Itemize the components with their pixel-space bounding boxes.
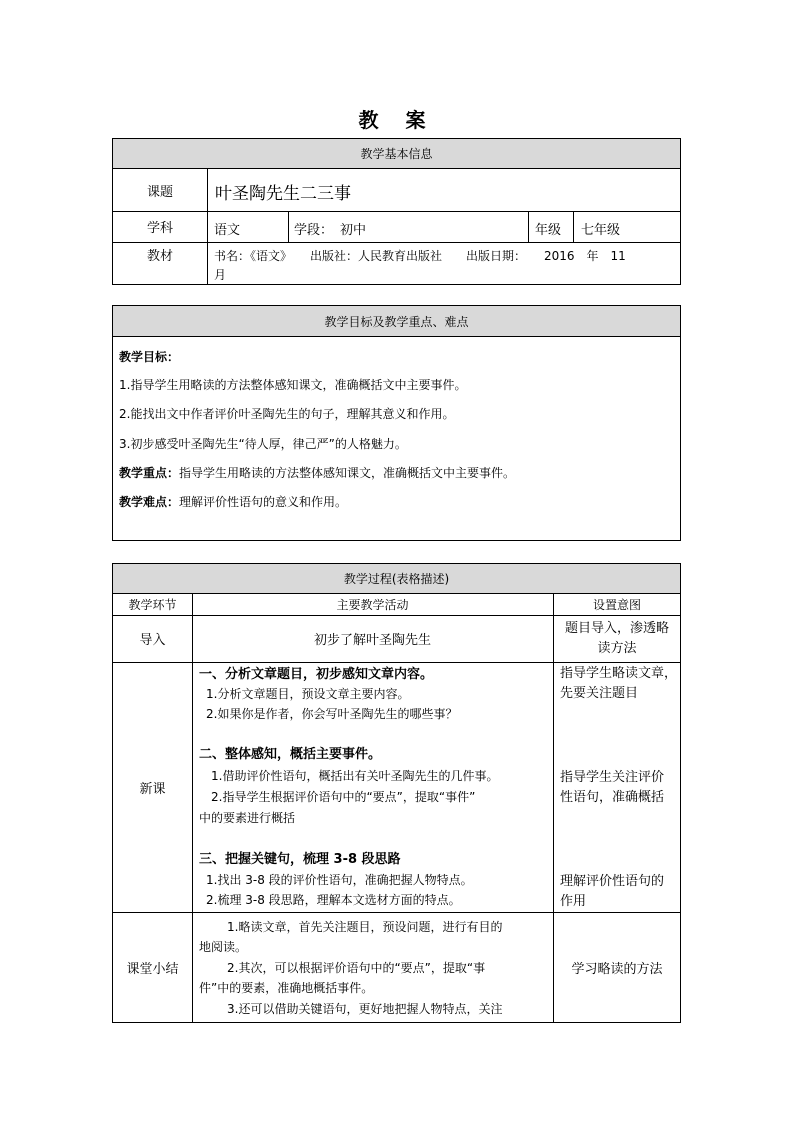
key-point-label: 教学重点： [119, 466, 180, 480]
topic-value: 叶圣陶先生二三事 [215, 184, 351, 204]
material-line-1: 书名：《语文》 出版社：人民教育出版社 出版日期： 2016 年 11 [214, 249, 626, 263]
intro-intent-line-1: 题目导入，渗透略 [564, 621, 669, 636]
summary-line-2a: 2.其次，可以根据评价语句中的“要点”，提取“事 [227, 961, 486, 975]
key-point-text: 指导学生用略读的方法整体感知课文，准确概括文中主要事件。 [179, 466, 516, 480]
material-label: 教材 [146, 248, 173, 264]
col-stage-header: 教学环节 [128, 598, 177, 612]
new-intent-3b: 作用 [560, 894, 587, 909]
teaching-process-table [112, 563, 681, 1023]
section-2-item-2b: 中的要素进行概括 [199, 811, 296, 825]
section-1-item-2: 2.如果你是作者，你会写叶圣陶先生的哪些事？ [206, 707, 458, 721]
grade-label: 年级 [535, 223, 562, 238]
intro-intent [553, 619, 681, 659]
summary-line-2b: 件”中的要素，准确地概括事件。 [199, 981, 374, 995]
intro-activity: 初步了解叶圣陶先生 [313, 633, 431, 648]
new-intent-2b: 性语句，准确概括 [560, 790, 665, 805]
document-title: 教 案 [358, 108, 436, 132]
section-3-item-2: 2.梳理 3-8 段思路，理解本文选材方面的特点。 [206, 893, 461, 907]
intro-stage: 导入 [139, 633, 166, 648]
new-intent-2a: 指导学生关注评价 [560, 770, 665, 785]
teaching-process-header: 教学过程(表格描述) [113, 564, 680, 594]
stage-label: 学段： [294, 223, 334, 238]
teaching-goals-table [112, 305, 681, 541]
difficult-point-label: 教学难点： [119, 495, 180, 509]
col-activity-header: 主要教学活动 [336, 598, 409, 612]
key-point [119, 465, 674, 481]
col-intent-header: 设置意图 [592, 598, 641, 612]
section-2-item-2a: 2.指导学生根据评价语句中的“要点”，提取“事件” [211, 790, 476, 804]
new-intent-1b: 先要关注题目 [560, 686, 639, 701]
basic-info-table [112, 138, 681, 285]
new-intent-1a: 指导学生略读文章， [560, 666, 678, 681]
subject-value: 语文 [214, 223, 241, 238]
summary-intent: 学习略读的方法 [571, 962, 663, 977]
new-intent-3a: 理解评价性语句的 [560, 874, 665, 889]
summary-activity [199, 912, 551, 1023]
basic-info-header: 教学基本信息 [113, 139, 680, 169]
stage-value: 初中 [340, 223, 367, 238]
section-2-heading: 二、整体感知，概括主要事件。 [199, 747, 382, 762]
summary-line-1b: 地阅读。 [199, 940, 248, 954]
new-lesson-activity [199, 662, 551, 912]
intro-intent-line-2: 读方法 [597, 641, 637, 656]
material-line-2: 月 [214, 268, 227, 282]
goal-item-3: 3.初步感受叶圣陶先生“待人厚，律己严”的人格魅力。 [119, 437, 407, 451]
section-1-heading: 一、分析文章题目，初步感知文章内容。 [199, 667, 434, 682]
goal-item-1: 1.指导学生用略读的方法整体感知课文，准确概括文中主要事件。 [119, 378, 467, 392]
new-lesson-stage: 新课 [139, 781, 166, 797]
section-1-item-1: 1.分析文章题目，预设文章主要内容。 [206, 687, 410, 701]
new-lesson-intent [560, 662, 680, 912]
section-3-heading: 三、把握关键句，梳理 3-8 段思路 [199, 852, 401, 867]
summary-line-1a: 1.略读文章，首先关注题目，预设问题，进行有目的 [227, 920, 503, 934]
section-3-item-1: 1.找出 3-8 段的评价性语句，准确把握人物特点。 [206, 873, 473, 887]
grade-value: 七年级 [581, 223, 621, 238]
topic-label: 课题 [146, 184, 173, 200]
teaching-goals-header: 教学目标及教学重点、难点 [113, 306, 680, 337]
summary-stage: 课堂小结 [126, 962, 179, 977]
summary-line-3a: 3.还可以借助关键语句，更好地把握人物特点，关注 [227, 1002, 503, 1016]
subject-label: 学科 [146, 221, 173, 236]
goal-label: 教学目标： [119, 350, 180, 364]
difficult-point-text: 理解评价性语句的意义和作用。 [179, 495, 348, 509]
goal-item-2: 2.能找出文中作者评价叶圣陶先生的句子，理解其意义和作用。 [119, 407, 455, 421]
difficult-point [119, 494, 674, 510]
section-2-item-1: 1.借助评价性语句，概括出有关叶圣陶先生的几件事。 [211, 769, 499, 783]
